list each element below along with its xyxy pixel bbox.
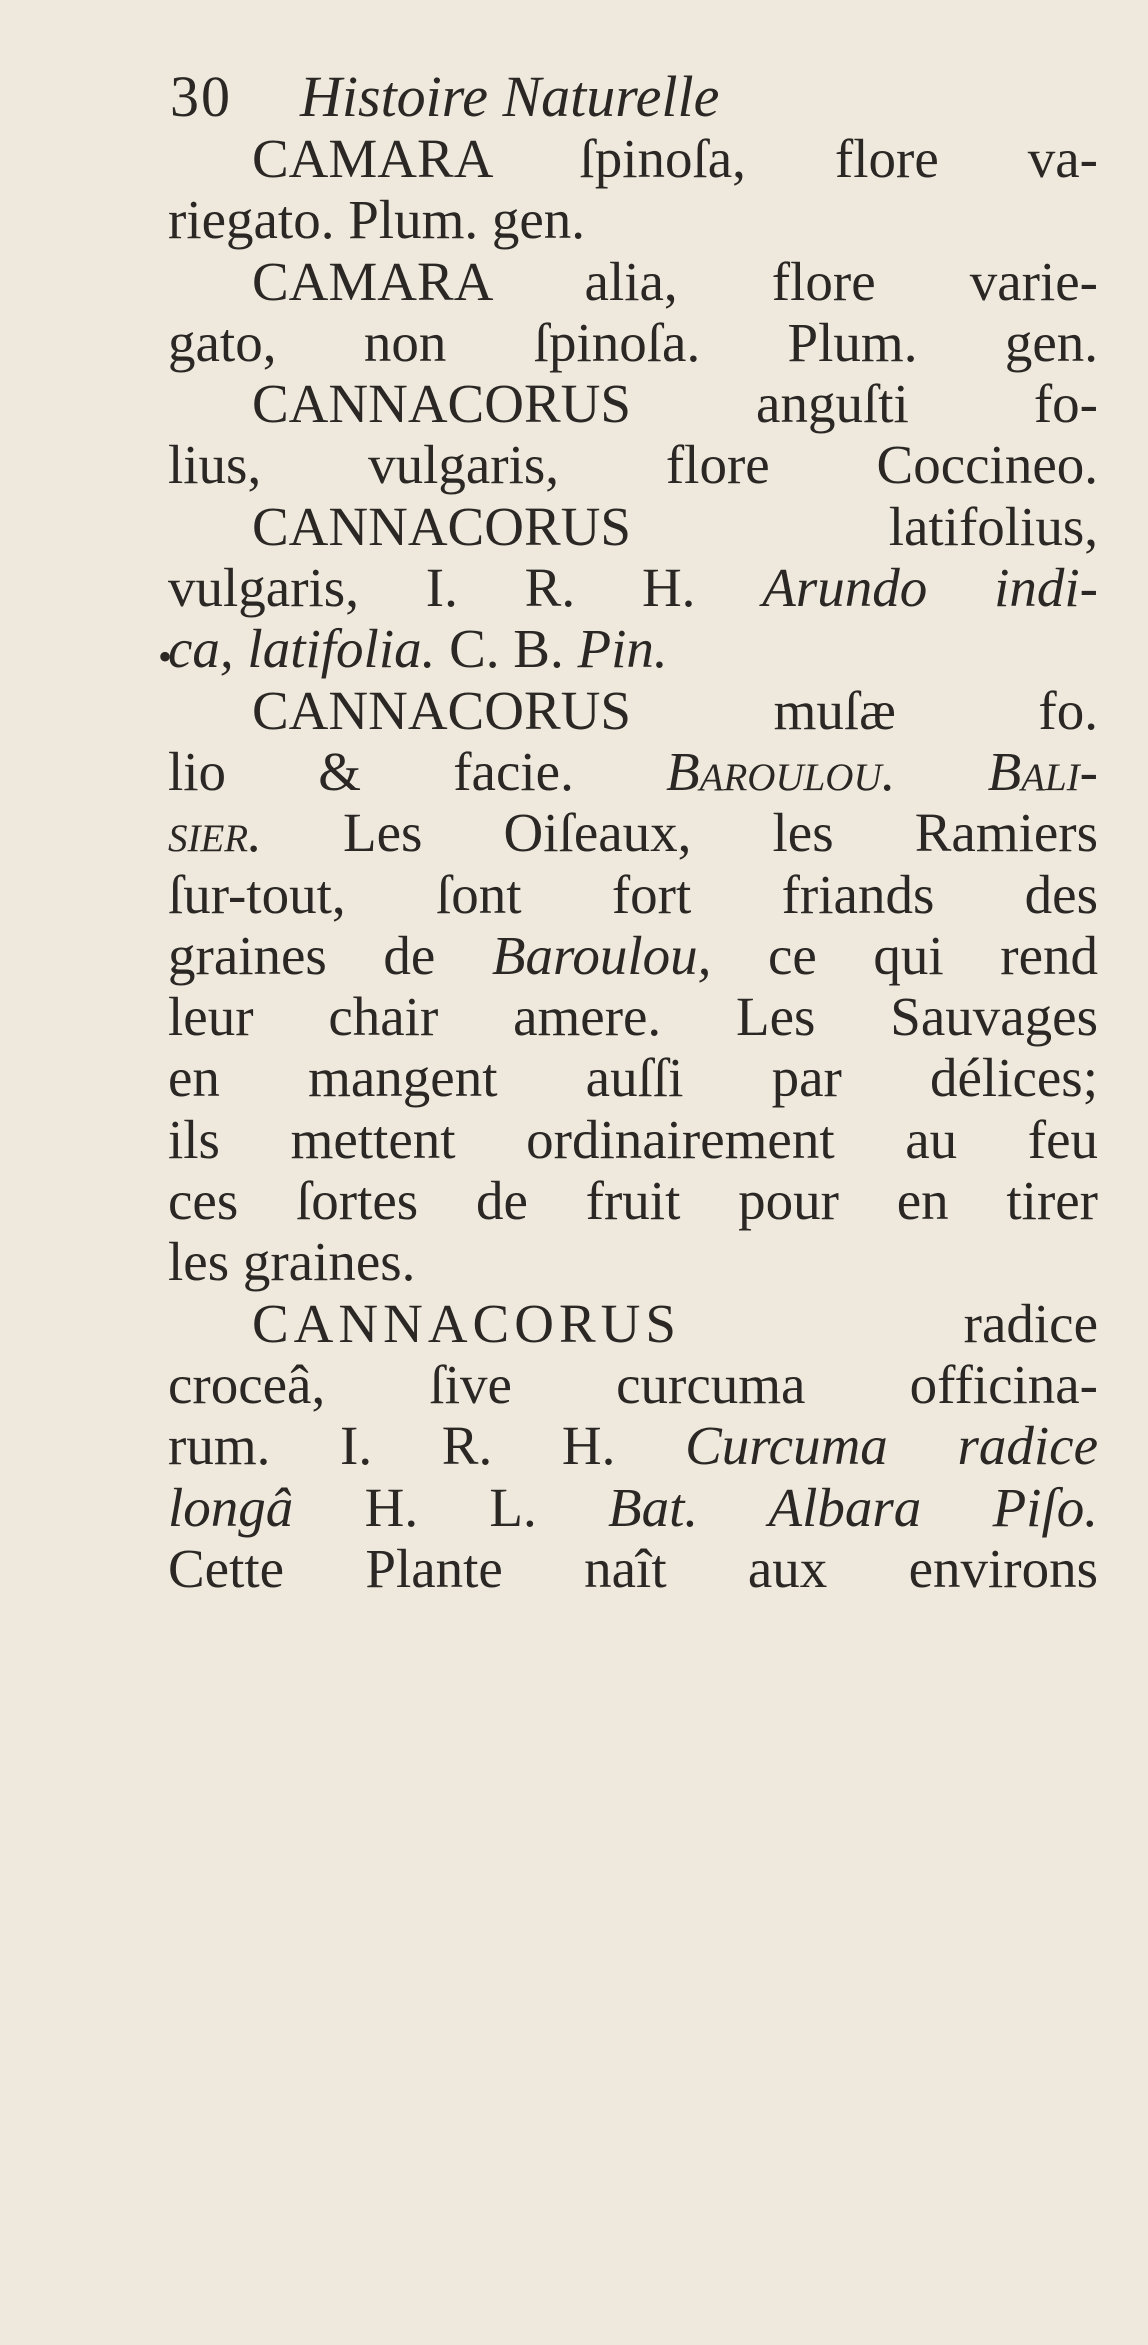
text-line (168, 741, 1098, 802)
running-title: Histoire Naturelle (300, 64, 720, 129)
page-number: 30 (170, 64, 232, 129)
text-line: croceâ, ſive curcuma officina- (168, 1353, 1098, 1415)
text-line: CANNACORUS latifolius, (252, 495, 1098, 557)
text-line: CANNACORUS anguſti fo- (252, 373, 1098, 435)
text-line: ils mettent ordinairement au feu (168, 1108, 1098, 1170)
text-segment: longâ (168, 1476, 294, 1538)
text-line: CAMARA alia, flore varie- (252, 250, 1098, 312)
bullet-mark: • (158, 634, 173, 679)
running-header (170, 62, 719, 132)
text-line: ces ſortes de fruit pour en tirer (168, 1170, 1098, 1232)
text-line: les graines. (168, 1231, 416, 1293)
text-segment: ce qui rend (768, 924, 1099, 986)
text-line: CANNACORUS muſæ fo. (252, 679, 1098, 741)
text-segment: CANNACORUS (252, 1292, 681, 1354)
text-segment: Curcuma radice (685, 1415, 1098, 1477)
text-line (168, 1477, 1098, 1538)
text-segment: radice (963, 1292, 1098, 1354)
text-line (168, 1415, 1098, 1476)
text-segment: rum. I. R. H. (168, 1415, 616, 1477)
text-segment: H. L. (364, 1476, 537, 1538)
body-text (168, 128, 1098, 1599)
text-line: leur chair amere. Les Sauvages (168, 986, 1098, 1048)
text-line: CAMARA ſpinoſa, flore va- (252, 128, 1098, 189)
text-segment: ca, latifolia. (168, 618, 436, 680)
text-line: Cette Plante naît aux environs (168, 1537, 1098, 1599)
text-segment: C. B. (449, 618, 564, 680)
text-segment: Baroulou, (491, 924, 712, 986)
text-line (168, 557, 1098, 618)
text-line: en mangent auſſi par délices; (168, 1047, 1098, 1109)
text-line (168, 925, 1098, 986)
text-segment: vulgaris, I. R. H. (168, 557, 696, 619)
text-segment: lio & facie. (168, 740, 574, 802)
text-line: ſur-tout, ſont fort friands des (168, 863, 1098, 925)
text-line: lius, vulgaris, flore Coccineo. (168, 434, 1098, 496)
text-segment: Les Oiſeaux, les Ramiers (343, 802, 1099, 864)
text-segment: Baroulou. (666, 740, 896, 802)
text-line: gato, non ſpinoſa. Plum. gen. (168, 311, 1098, 373)
text-line (168, 1293, 1098, 1354)
text-line: riegato. Plum. gen. (168, 189, 586, 251)
text-segment: Bat. Albara Piſo. (608, 1476, 1098, 1538)
text-line (168, 802, 1098, 863)
text-segment: Arundo indi- (762, 557, 1098, 619)
text-line (168, 618, 1098, 679)
text-segment: Pin. (577, 618, 668, 680)
text-segment: graines de (168, 924, 436, 986)
text-segment: Bali- (987, 740, 1098, 802)
text-segment: sier. (168, 802, 262, 864)
